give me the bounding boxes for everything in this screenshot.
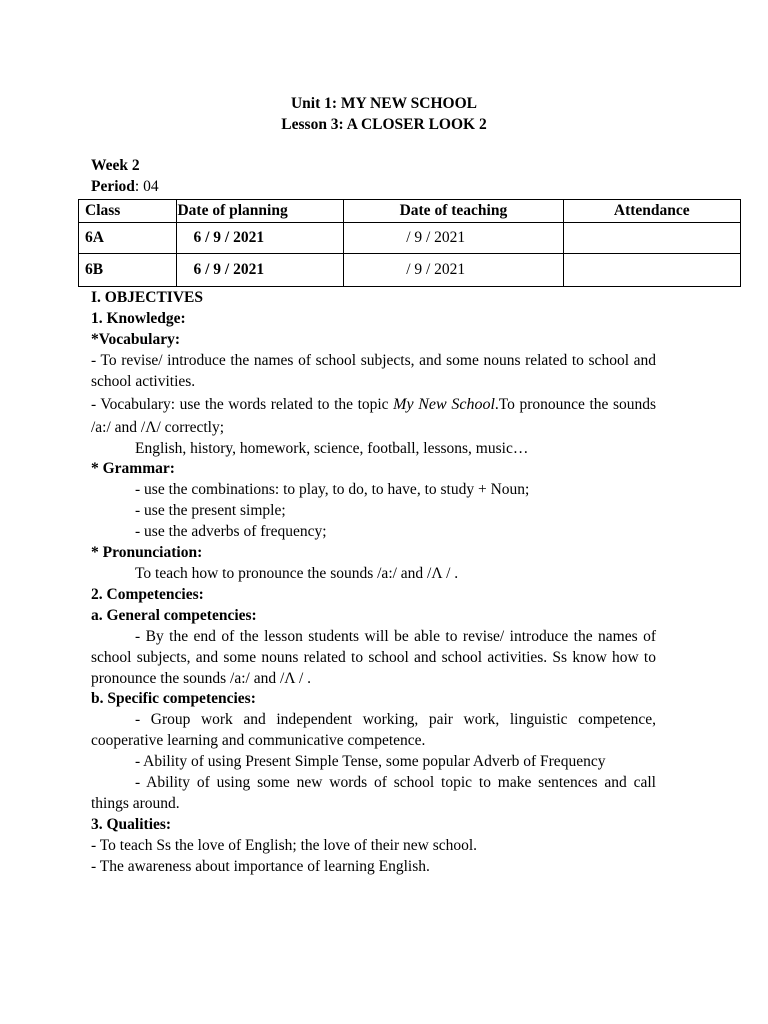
lesson-title: Lesson 3: A CLOSER LOOK 2 xyxy=(281,116,487,133)
vocab-line2-start: - Vocabulary: use the words related to the topic xyxy=(91,395,394,413)
specific-competency-item: - Ability of using Present Simple Tense, some popular Adverb of Frequency xyxy=(135,753,606,771)
cell-class: 6A xyxy=(79,223,177,254)
table-row xyxy=(79,254,741,287)
grammar-heading: * Grammar: xyxy=(91,460,175,478)
vocab-topic: My New School xyxy=(393,395,495,413)
table-header-row xyxy=(79,200,741,223)
header-class: Class xyxy=(79,200,177,223)
unit-title: Unit 1: MY NEW SCHOOL xyxy=(290,95,477,112)
header-date-planning: Date of planning xyxy=(177,200,344,223)
table-row xyxy=(79,223,741,254)
specific-competency-item: - Group work and independent working, pair work, linguistic competence, cooperative learning and communicative competence. xyxy=(91,711,656,750)
qualities-item: - To teach Ss the love of English; the love of their new school. xyxy=(91,836,478,854)
cell-attendance xyxy=(563,223,740,254)
pronunciation-heading: * Pronunciation: xyxy=(91,544,203,562)
pronunciation-text: To teach how to pronounce the sounds /a:/ and /Λ / . xyxy=(135,564,459,582)
period-line xyxy=(91,178,159,196)
cell-date-planning: 6 / 9 / 2021 xyxy=(177,254,344,287)
period-label: Period xyxy=(91,178,135,195)
specific-competency-item: - Ability of using some new words of school topic to make sentences and call things around. xyxy=(91,774,656,812)
qualities-heading: 3. Qualities: xyxy=(91,815,172,833)
lesson-content xyxy=(91,288,656,878)
period-value: : 04 xyxy=(134,178,159,195)
cell-date-teaching: / 9 / 2021 xyxy=(344,254,563,287)
objectives-heading: I. OBJECTIVES xyxy=(91,289,203,306)
vocab-line2-end: .To pronounce the sounds /a:/ and /Λ/ correctly; xyxy=(91,395,657,436)
header-attendance: Attendance xyxy=(563,200,740,223)
qualities-item: - The awareness about importance of learning English. xyxy=(91,857,430,875)
knowledge-heading: 1. Knowledge: xyxy=(91,309,186,327)
competencies-heading: 2. Competencies: xyxy=(91,585,204,603)
vocabulary-words: English, history, homework, science, football, lessons, music… xyxy=(135,439,529,457)
grammar-item: - use the adverbs of frequency; xyxy=(135,523,327,541)
vocabulary-line-2 xyxy=(91,393,656,439)
general-competencies-heading: a. General competencies: xyxy=(91,606,257,624)
specific-competencies-heading: b. Specific competencies: xyxy=(91,690,256,708)
cell-date-planning: 6 / 9 / 2021 xyxy=(177,223,344,254)
cell-date-teaching: / 9 / 2021 xyxy=(344,223,563,254)
week-label: Week 2 xyxy=(91,157,140,174)
grammar-item: - use the combinations: to play, to do, to have, to study + Noun; xyxy=(135,481,530,499)
grammar-item: - use the present simple; xyxy=(135,502,286,520)
cell-class: 6B xyxy=(79,254,177,287)
header-date-teaching: Date of teaching xyxy=(344,200,563,223)
cell-attendance xyxy=(563,254,740,287)
attendance-table xyxy=(78,199,741,287)
general-competencies-text: - By the end of the lesson students will be able to revise/ introduce the names of school subjects, and some nouns related to school and school activities. Ss know how to pronounce the sounds /a:/ and /Λ / . xyxy=(91,627,656,687)
vocabulary-line-1: - To revise/ introduce the names of school subjects, and some nouns related to school and school activities. xyxy=(91,351,656,390)
vocabulary-heading: *Vocabulary: xyxy=(91,330,180,348)
